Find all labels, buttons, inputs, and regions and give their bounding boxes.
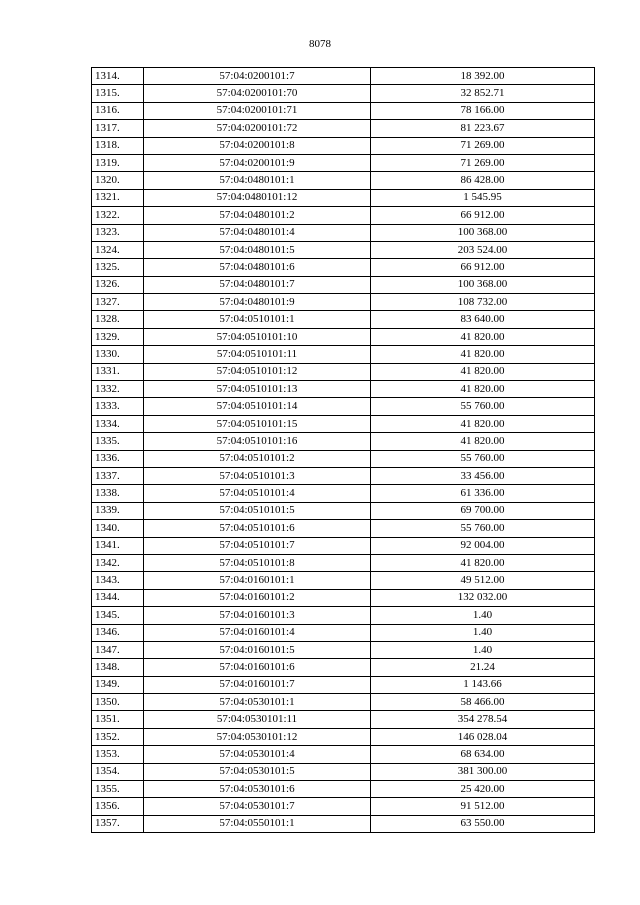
- table-row: [92, 746, 595, 763]
- cadastral-number-cell: 57:04:0480101:7: [144, 276, 371, 293]
- row-number-cell: 1318.: [92, 137, 144, 154]
- row-number-cell: 1337.: [92, 467, 144, 484]
- cadastral-value-cell: 1 545.95: [371, 189, 595, 206]
- row-number-cell: 1349.: [92, 676, 144, 693]
- row-number-cell: 1334.: [92, 415, 144, 432]
- cadastral-value-cell: 41 820.00: [371, 381, 595, 398]
- cadastral-value-cell: 71 269.00: [371, 137, 595, 154]
- cadastral-number-cell: 57:04:0530101:11: [144, 711, 371, 728]
- table-row: [92, 676, 595, 693]
- cadastral-value-cell: 1.40: [371, 607, 595, 624]
- table-row: [92, 728, 595, 745]
- row-number-cell: 1352.: [92, 728, 144, 745]
- cadastral-number-cell: 57:04:0530101:7: [144, 798, 371, 815]
- row-number-cell: 1353.: [92, 746, 144, 763]
- table-row: [92, 520, 595, 537]
- row-number-cell: 1319.: [92, 154, 144, 171]
- table-row: [92, 589, 595, 606]
- table-row: [92, 467, 595, 484]
- row-number-cell: 1328.: [92, 311, 144, 328]
- table-row: [92, 120, 595, 137]
- cadastral-number-cell: 57:04:0160101:4: [144, 624, 371, 641]
- cadastral-number-cell: 57:04:0480101:9: [144, 294, 371, 311]
- cadastral-value-cell: 21.24: [371, 659, 595, 676]
- cadastral-value-cell: 81 223.67: [371, 120, 595, 137]
- row-number-cell: 1341.: [92, 537, 144, 554]
- cadastral-number-cell: 57:04:0200101:71: [144, 102, 371, 119]
- row-number-cell: 1345.: [92, 607, 144, 624]
- table-row: [92, 137, 595, 154]
- cadastral-number-cell: 57:04:0160101:3: [144, 607, 371, 624]
- cadastral-value-cell: 63 550.00: [371, 815, 595, 832]
- table-row: [92, 381, 595, 398]
- table-row: [92, 815, 595, 832]
- cadastral-number-cell: 57:04:0510101:3: [144, 467, 371, 484]
- table-row: [92, 798, 595, 815]
- table-row: [92, 398, 595, 415]
- cadastral-number-cell: 57:04:0510101:14: [144, 398, 371, 415]
- cadastral-number-cell: 57:04:0550101:1: [144, 815, 371, 832]
- cadastral-value-cell: 203 524.00: [371, 241, 595, 258]
- cadastral-value-cell: 55 760.00: [371, 520, 595, 537]
- cadastral-value-cell: 68 634.00: [371, 746, 595, 763]
- cadastral-value-cell: 86 428.00: [371, 172, 595, 189]
- cadastral-number-cell: 57:04:0510101:5: [144, 502, 371, 519]
- cadastral-value-cell: 66 912.00: [371, 207, 595, 224]
- row-number-cell: 1330.: [92, 346, 144, 363]
- cadastral-value-cell: 1.40: [371, 641, 595, 658]
- row-number-cell: 1350.: [92, 694, 144, 711]
- row-number-cell: 1326.: [92, 276, 144, 293]
- cadastral-number-cell: 57:04:0200101:9: [144, 154, 371, 171]
- row-number-cell: 1339.: [92, 502, 144, 519]
- row-number-cell: 1333.: [92, 398, 144, 415]
- cadastral-value-cell: 61 336.00: [371, 485, 595, 502]
- cadastral-number-cell: 57:04:0530101:1: [144, 694, 371, 711]
- cadastral-value-cell: 41 820.00: [371, 554, 595, 571]
- cadastral-number-cell: 57:04:0510101:13: [144, 381, 371, 398]
- cadastral-number-cell: 57:04:0160101:1: [144, 572, 371, 589]
- table-row: [92, 68, 595, 85]
- table-row: [92, 154, 595, 171]
- cadastral-value-cell: 41 820.00: [371, 363, 595, 380]
- cadastral-number-cell: 57:04:0200101:7: [144, 68, 371, 85]
- table-row: [92, 537, 595, 554]
- cadastral-value-cell: 71 269.00: [371, 154, 595, 171]
- page-number: 8078: [309, 38, 331, 50]
- cadastral-number-cell: 57:04:0510101:8: [144, 554, 371, 571]
- cadastral-number-cell: 57:04:0160101:2: [144, 589, 371, 606]
- table-row: [92, 624, 595, 641]
- cadastral-value-cell: 1 143.66: [371, 676, 595, 693]
- cadastral-value-cell: 32 852.71: [371, 85, 595, 102]
- cadastral-value-cell: 33 456.00: [371, 467, 595, 484]
- row-number-cell: 1348.: [92, 659, 144, 676]
- table-row: [92, 207, 595, 224]
- row-number-cell: 1324.: [92, 241, 144, 258]
- cadastral-number-cell: 57:04:0510101:1: [144, 311, 371, 328]
- cadastral-value-cell: 55 760.00: [371, 450, 595, 467]
- cadastral-number-cell: 57:04:0510101:4: [144, 485, 371, 502]
- table-row: [92, 607, 595, 624]
- cadastral-value-cell: 58 466.00: [371, 694, 595, 711]
- table-row: [92, 694, 595, 711]
- row-number-cell: 1338.: [92, 485, 144, 502]
- cadastral-value-cell: 100 368.00: [371, 224, 595, 241]
- row-number-cell: 1335.: [92, 433, 144, 450]
- table-row: [92, 659, 595, 676]
- cadastral-value-cell: 354 278.54: [371, 711, 595, 728]
- row-number-cell: 1344.: [92, 589, 144, 606]
- cadastral-number-cell: 57:04:0480101:2: [144, 207, 371, 224]
- table-row: [92, 363, 595, 380]
- cadastral-number-cell: 57:04:0480101:12: [144, 189, 371, 206]
- row-number-cell: 1322.: [92, 207, 144, 224]
- cadastral-value-cell: 1.40: [371, 624, 595, 641]
- table-row: [92, 415, 595, 432]
- cadastral-value-cell: 92 004.00: [371, 537, 595, 554]
- cadastral-value-cell: 41 820.00: [371, 328, 595, 345]
- cadastral-number-cell: 57:04:0480101:6: [144, 259, 371, 276]
- cadastral-number-cell: 57:04:0480101:1: [144, 172, 371, 189]
- cadastral-number-cell: 57:04:0510101:6: [144, 520, 371, 537]
- table-row: [92, 328, 595, 345]
- row-number-cell: 1347.: [92, 641, 144, 658]
- cadastral-value-cell: 41 820.00: [371, 433, 595, 450]
- cadastral-value-cell: 83 640.00: [371, 311, 595, 328]
- cadastral-number-cell: 57:04:0510101:11: [144, 346, 371, 363]
- table-row: [92, 572, 595, 589]
- cadastral-value-cell: 55 760.00: [371, 398, 595, 415]
- cadastral-number-cell: 57:04:0510101:15: [144, 415, 371, 432]
- table-row: [92, 711, 595, 728]
- table-row: [92, 502, 595, 519]
- table-row: [92, 102, 595, 119]
- cadastral-value-cell: 41 820.00: [371, 346, 595, 363]
- cadastral-number-cell: 57:04:0200101:8: [144, 137, 371, 154]
- row-number-cell: 1351.: [92, 711, 144, 728]
- table-row: [92, 433, 595, 450]
- cadastral-value-cell: 132 032.00: [371, 589, 595, 606]
- row-number-cell: 1340.: [92, 520, 144, 537]
- row-number-cell: 1320.: [92, 172, 144, 189]
- table-row: [92, 241, 595, 258]
- cadastral-number-cell: 57:04:0510101:10: [144, 328, 371, 345]
- cadastral-number-cell: 57:04:0510101:2: [144, 450, 371, 467]
- row-number-cell: 1323.: [92, 224, 144, 241]
- row-number-cell: 1357.: [92, 815, 144, 832]
- cadastral-number-cell: 57:04:0510101:12: [144, 363, 371, 380]
- row-number-cell: 1346.: [92, 624, 144, 641]
- cadastral-value-table: [91, 67, 595, 833]
- cadastral-number-cell: 57:04:0160101:6: [144, 659, 371, 676]
- cadastral-value-cell: 100 368.00: [371, 276, 595, 293]
- row-number-cell: 1354.: [92, 763, 144, 780]
- table-row: [92, 641, 595, 658]
- cadastral-number-cell: 57:04:0510101:16: [144, 433, 371, 450]
- row-number-cell: 1316.: [92, 102, 144, 119]
- cadastral-number-cell: 57:04:0530101:6: [144, 781, 371, 798]
- table-body: [92, 68, 595, 833]
- cadastral-value-cell: 91 512.00: [371, 798, 595, 815]
- cadastral-value-cell: 108 732.00: [371, 294, 595, 311]
- row-number-cell: 1332.: [92, 381, 144, 398]
- table-row: [92, 781, 595, 798]
- row-number-cell: 1331.: [92, 363, 144, 380]
- row-number-cell: 1327.: [92, 294, 144, 311]
- table-row: [92, 189, 595, 206]
- cadastral-number-cell: 57:04:0530101:12: [144, 728, 371, 745]
- table-row: [92, 311, 595, 328]
- cadastral-number-cell: 57:04:0480101:4: [144, 224, 371, 241]
- table-row: [92, 294, 595, 311]
- cadastral-value-cell: 381 300.00: [371, 763, 595, 780]
- row-number-cell: 1325.: [92, 259, 144, 276]
- table-row: [92, 485, 595, 502]
- row-number-cell: 1342.: [92, 554, 144, 571]
- row-number-cell: 1355.: [92, 781, 144, 798]
- cadastral-number-cell: 57:04:0160101:5: [144, 641, 371, 658]
- cadastral-number-cell: 57:04:0200101:72: [144, 120, 371, 137]
- cadastral-value-cell: 25 420.00: [371, 781, 595, 798]
- table-row: [92, 259, 595, 276]
- cadastral-number-cell: 57:04:0160101:7: [144, 676, 371, 693]
- cadastral-value-cell: 78 166.00: [371, 102, 595, 119]
- table-row: [92, 763, 595, 780]
- cadastral-number-cell: 57:04:0530101:4: [144, 746, 371, 763]
- row-number-cell: 1321.: [92, 189, 144, 206]
- table-row: [92, 450, 595, 467]
- cadastral-value-cell: 146 028.04: [371, 728, 595, 745]
- cadastral-number-cell: 57:04:0530101:5: [144, 763, 371, 780]
- row-number-cell: 1336.: [92, 450, 144, 467]
- cadastral-value-cell: 69 700.00: [371, 502, 595, 519]
- cadastral-value-cell: 66 912.00: [371, 259, 595, 276]
- cadastral-number-cell: 57:04:0200101:70: [144, 85, 371, 102]
- cadastral-number-cell: 57:04:0510101:7: [144, 537, 371, 554]
- row-number-cell: 1314.: [92, 68, 144, 85]
- table-row: [92, 554, 595, 571]
- row-number-cell: 1317.: [92, 120, 144, 137]
- cadastral-value-cell: 18 392.00: [371, 68, 595, 85]
- table-row: [92, 346, 595, 363]
- row-number-cell: 1329.: [92, 328, 144, 345]
- table-row: [92, 172, 595, 189]
- cadastral-value-cell: 41 820.00: [371, 415, 595, 432]
- table-row: [92, 85, 595, 102]
- table-row: [92, 224, 595, 241]
- row-number-cell: 1356.: [92, 798, 144, 815]
- table-row: [92, 276, 595, 293]
- row-number-cell: 1343.: [92, 572, 144, 589]
- cadastral-number-cell: 57:04:0480101:5: [144, 241, 371, 258]
- row-number-cell: 1315.: [92, 85, 144, 102]
- cadastral-value-cell: 49 512.00: [371, 572, 595, 589]
